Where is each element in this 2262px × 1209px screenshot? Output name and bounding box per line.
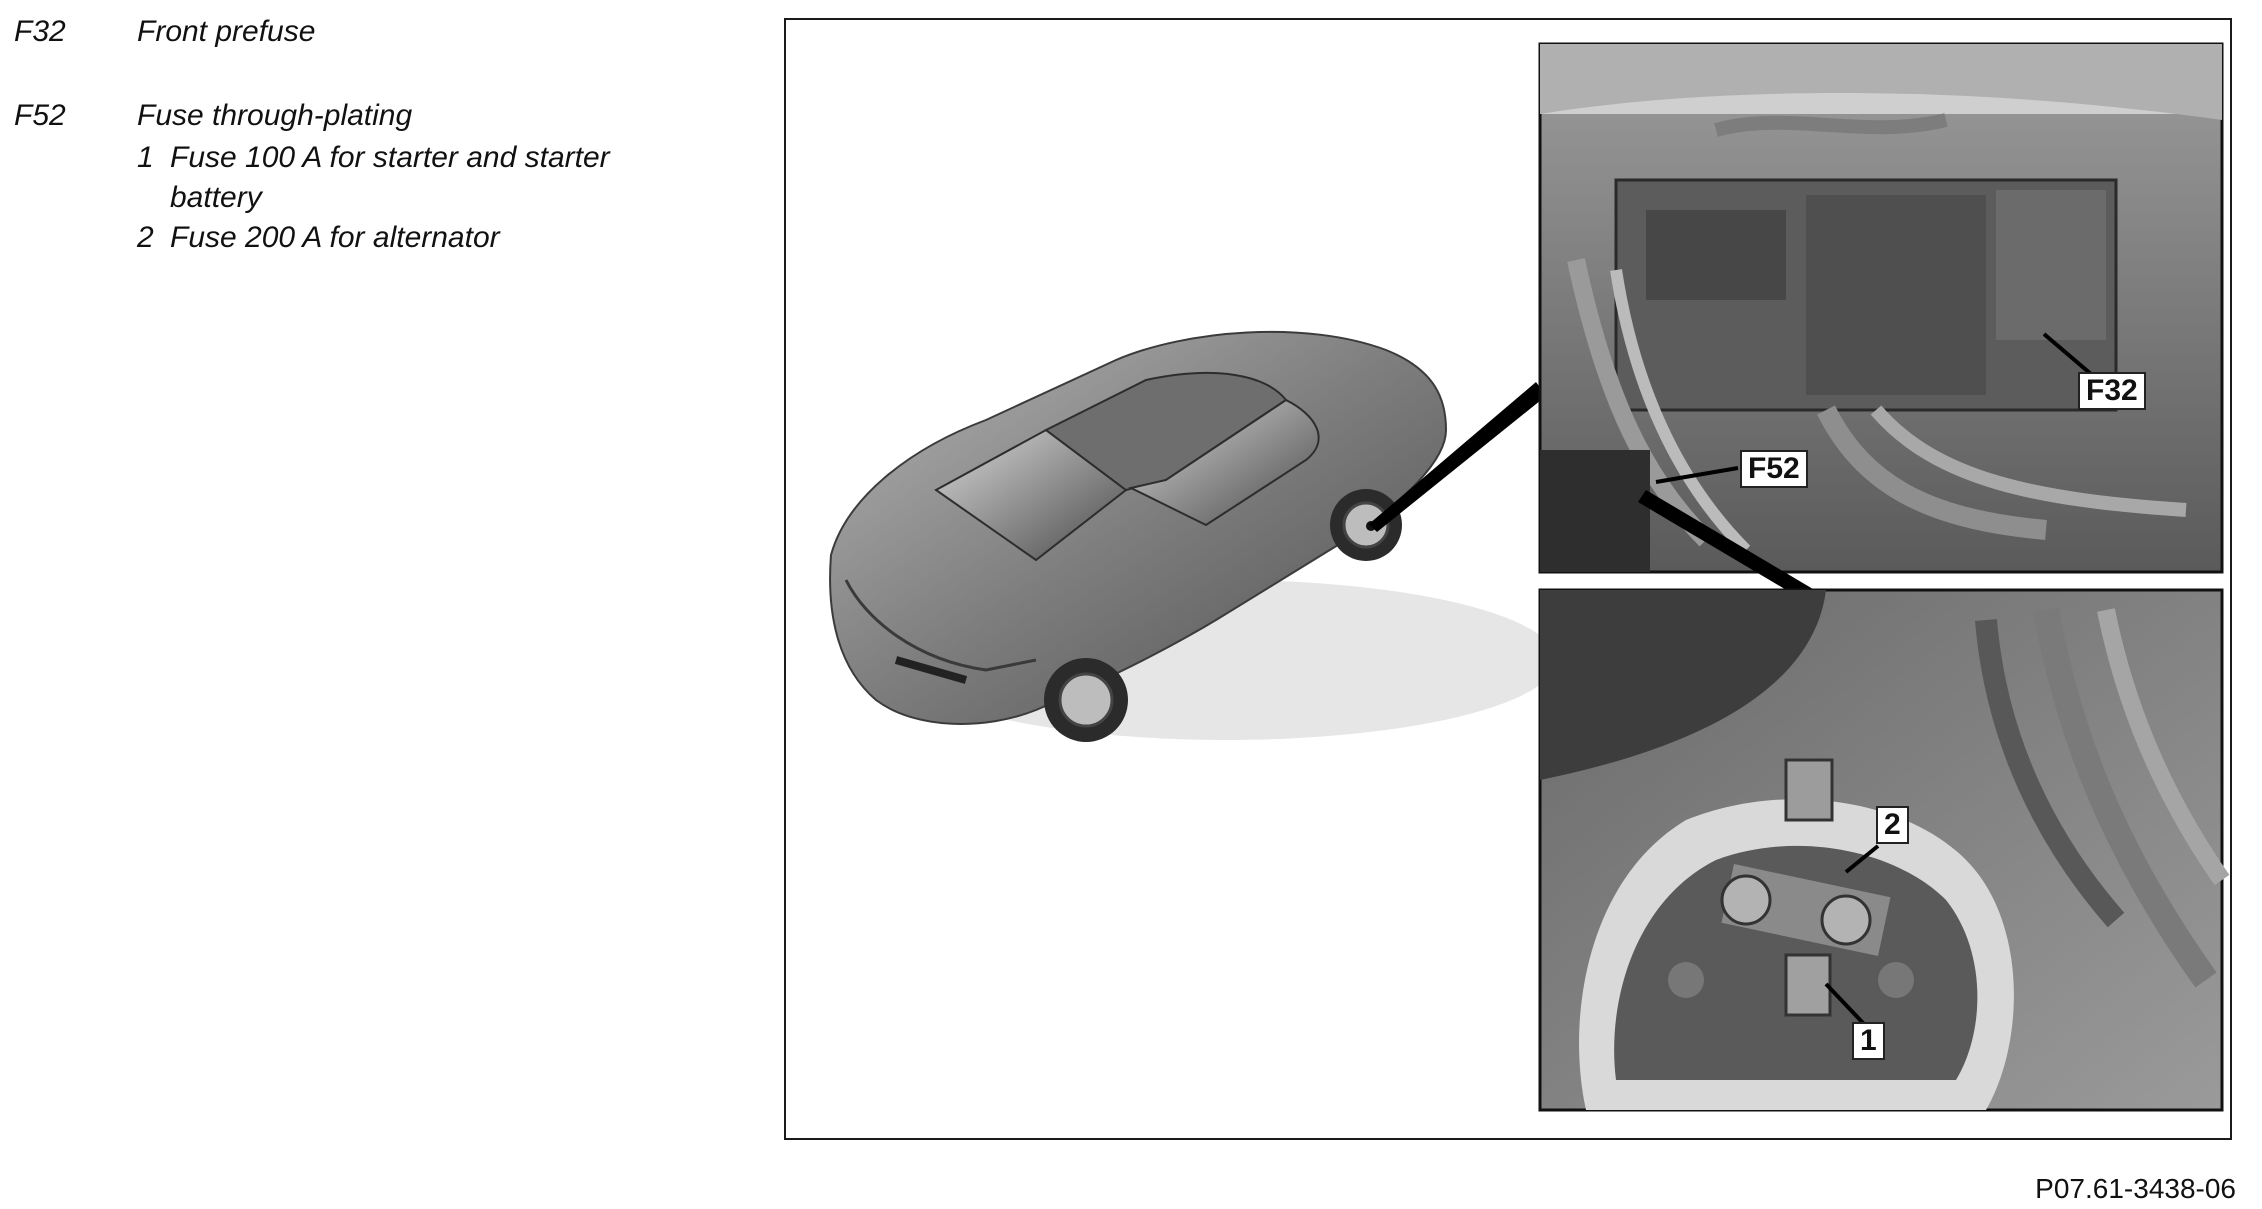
legend-subitem-2-text: Fuse 200 A for alternator bbox=[170, 221, 500, 254]
figure-caption: P07.61-3438-06 bbox=[2035, 1173, 2236, 1204]
legend-code-f32: F32 bbox=[14, 15, 66, 48]
legend-text-f32: Front prefuse bbox=[137, 15, 316, 48]
legend-code-f52: F52 bbox=[14, 99, 66, 132]
label-item-2: 2 bbox=[1876, 806, 1909, 844]
photo-top-fusebox bbox=[1540, 44, 2222, 572]
legend-text-f52: Fuse through-plating bbox=[137, 99, 413, 132]
legend-subitem-1-text: Fuse 100 A for starter and starter battery bbox=[170, 141, 610, 214]
label-item-1: 1 bbox=[1852, 1022, 1885, 1060]
figure-illustration bbox=[786, 20, 2230, 1138]
legend-subitem-2-number: 2 bbox=[137, 221, 154, 254]
car-illustration bbox=[830, 332, 1556, 742]
label-f52: F52 bbox=[1740, 450, 1808, 488]
legend-subitem-1-number: 1 bbox=[137, 141, 154, 174]
figure-frame bbox=[784, 18, 2232, 1140]
label-f32: F32 bbox=[2078, 372, 2146, 410]
